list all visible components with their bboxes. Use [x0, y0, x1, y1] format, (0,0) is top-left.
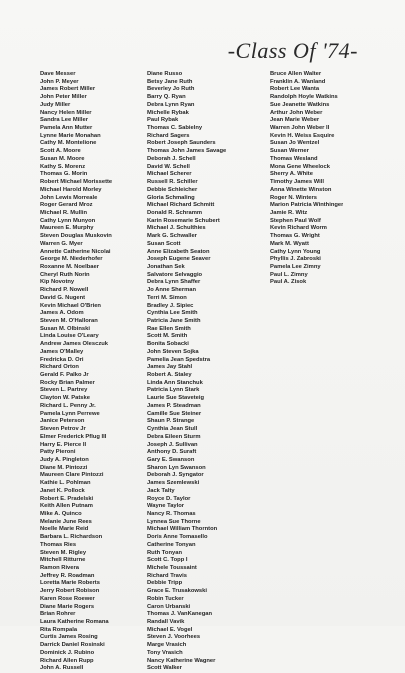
graduate-name: Barbara L. Richardson	[40, 534, 103, 541]
graduate-name: Patty Pieroni	[40, 449, 76, 456]
graduate-name: Catherine Tonyan	[147, 541, 196, 548]
graduate-name: Patricia Jane Smith	[147, 318, 201, 324]
graduate-name: Ruth Tonyan	[147, 549, 182, 556]
graduate-name: Lynne Marie Monahan	[40, 132, 101, 139]
graduate-name: Anthony D. Suraft	[147, 449, 197, 456]
graduate-name: Nancy Katherine Wagner	[147, 657, 216, 664]
graduate-name: Debra Eileen Sturm	[147, 433, 201, 440]
graduate-name: Maureen Clare Pintozzi	[40, 472, 104, 479]
graduate-name: Linda Louise O'Leary	[40, 333, 99, 340]
graduate-name: Scott C. Topp I	[147, 557, 188, 564]
graduate-name: Richard Allen Rupp	[40, 657, 94, 664]
graduate-name: Scott M. Smith	[147, 333, 188, 340]
graduate-name: Robin Tucker	[147, 595, 184, 602]
graduate-name: Steven M. O'Halloran	[40, 318, 98, 324]
graduate-name: Franklin A. Wanland	[270, 78, 326, 85]
name-column-3	[270, 71, 343, 287]
graduate-name: Steven Petrov Jr	[40, 426, 86, 433]
graduate-name: Timothy James Will	[270, 179, 324, 186]
graduate-name: James O'Malley	[40, 348, 84, 355]
graduate-name: Paul A. Zisok	[270, 279, 307, 286]
graduate-name: Pamela Ann Mutter	[40, 125, 93, 132]
graduate-name: Sue Jeanette Watkins	[270, 101, 330, 108]
graduate-name: Debbie Schleicher	[147, 186, 198, 193]
graduate-name: Richard Orton	[40, 364, 79, 371]
graduate-name: Grace E. Trusakowski	[147, 588, 207, 595]
graduate-name: Jerry Robert Robison	[40, 588, 100, 595]
graduate-name: Mike A. Quinco	[40, 510, 82, 517]
graduate-name: Richard Sagers	[147, 132, 190, 139]
graduate-name: Randall Vavik	[147, 619, 185, 626]
graduate-name: Karin Rosemarie Schubert	[147, 217, 220, 224]
graduate-name: Loretta Marie Roberts	[40, 580, 100, 587]
graduate-name: James Robert Miller	[40, 86, 96, 93]
graduate-name: Laura Katherine Romana	[40, 619, 109, 626]
graduate-name: Mona Gene Wheelock	[270, 163, 330, 170]
graduate-name: Susan Werner	[270, 148, 309, 155]
graduate-name: Rocky Brian Palmer	[40, 379, 95, 386]
graduate-name: Curtis James Rosing	[40, 634, 98, 641]
graduate-name: Marge Vrasich	[147, 642, 187, 649]
graduate-name: Sandra Lee Miller	[40, 117, 89, 124]
graduate-name: Debbie Tripp	[147, 580, 183, 587]
graduate-name: Anne Elizabeth Seaton	[147, 248, 210, 255]
graduate-name: Terri M. Simon	[147, 294, 187, 301]
graduate-name: Roxanne M. Noelbaer	[40, 263, 99, 270]
graduate-name: Susan M. Moore	[40, 155, 85, 162]
graduate-name: Michael J. Schulthies	[147, 225, 206, 232]
graduate-name: John Steven Sojka	[147, 348, 199, 355]
graduate-name: Cathy M. Montelione	[40, 140, 97, 147]
graduate-name: Brian Rohrer	[40, 611, 76, 618]
graduate-name: Steven M. Rigley	[40, 549, 87, 556]
graduate-name: Elmer Frederick Pflug III	[40, 433, 107, 440]
graduate-name: Arthur John Weber	[270, 109, 323, 116]
graduate-name: James P. Steadman	[147, 402, 201, 409]
graduate-name: Deborah J. Syngator	[147, 472, 204, 479]
graduate-name: Thomas Wesland	[270, 155, 318, 162]
graduate-name: Harry E. Pierce II	[40, 441, 87, 448]
graduate-name: John A. Russell	[40, 665, 84, 672]
graduate-name: Judy A. Pingleton	[40, 456, 89, 463]
graduate-name: Richard L. Penny Jr.	[40, 402, 96, 409]
graduate-name: Michele Toussaint	[147, 565, 197, 571]
graduate-name: Michael Scherer	[147, 171, 192, 178]
graduate-name: Royce D. Taylor	[147, 495, 191, 502]
graduate-name: Cathy Lynn Young	[270, 248, 321, 255]
graduate-name: Roger N. Winters	[270, 194, 317, 201]
graduate-name: Karen Rose Roewer	[40, 595, 95, 602]
graduate-name: Wayne Taylor	[147, 503, 185, 510]
graduate-name: Susan Jo Wentzel	[270, 140, 320, 147]
graduate-name: Rita Rompala	[40, 626, 78, 633]
graduate-name: Pamela Lee Zimny	[270, 263, 321, 270]
graduate-name: Darrick Daniel Rosinski	[40, 642, 105, 649]
graduate-name: Janice Peterson	[40, 418, 85, 425]
graduate-name: Michael Richard Schmitt	[147, 202, 215, 209]
graduate-name: Thomas G. Morin	[40, 171, 88, 178]
graduate-name: Andrew James Olesczuk	[40, 341, 108, 348]
graduate-name: Michael Harold Morley	[40, 186, 102, 193]
graduate-name: Pamela Lynn Perrewe	[40, 410, 100, 417]
graduate-name: Steven J. Voorhees	[147, 634, 201, 641]
graduate-name: Lynnea Sue Thorne	[147, 518, 201, 525]
graduate-name: Sherry A. White	[270, 171, 313, 178]
graduate-name: Melanie June Rees	[40, 518, 92, 525]
graduate-name: Diane M. Pintozzi	[40, 464, 88, 471]
graduate-name: Nancy Helen Miller	[40, 109, 92, 116]
graduate-name: Kevin Richard Worm	[270, 225, 327, 232]
graduate-name: Clayton W. Patske	[40, 395, 90, 402]
graduate-name: Joseph J. Sullivan	[147, 441, 198, 448]
graduate-name: Russell R. Schiller	[147, 179, 198, 186]
graduate-name: Scott Walker	[147, 665, 182, 672]
graduate-name: Jean Marie Weber	[270, 117, 320, 124]
graduate-name: Robert Joseph Saunders	[147, 140, 216, 147]
graduate-name: Warren G. Myer	[40, 240, 83, 247]
graduate-name: Kevin H. Weiss Esquire	[270, 132, 335, 139]
graduate-name: Cynthia Lee Smith	[147, 310, 198, 317]
graduate-name: Barry Q. Ryan	[147, 94, 186, 101]
graduate-name: Kathy S. Morenz	[40, 163, 86, 170]
graduate-name: Judy Miller	[40, 101, 71, 108]
graduate-name: Gerald F. Palko Jr	[40, 372, 89, 379]
graduate-name: Debra Lynn Ryan	[147, 101, 195, 108]
graduate-name: Roger Gerard Mroz	[40, 202, 93, 209]
graduate-name: Susan Scott	[147, 240, 181, 247]
graduate-name: Camille Sue Steiner	[147, 410, 202, 417]
graduate-name: Dominick J. Rubino	[40, 649, 95, 656]
graduate-name: Michael E. Vogel	[147, 626, 193, 633]
graduate-name: Patricia Lynn Stark	[147, 387, 200, 394]
graduate-name: Anna Winette Winston	[270, 186, 332, 193]
graduate-name: Paul L. Zimny	[270, 271, 308, 278]
graduate-name: Robert Michael Morissette	[40, 179, 113, 186]
graduate-name: Bruce Allen Walter	[270, 71, 322, 77]
graduate-name: Betsy Jane Ruth	[147, 78, 193, 85]
graduate-name: Robert E. Pradelski	[40, 495, 94, 502]
graduate-name: Ramon Rivera	[40, 565, 79, 571]
graduate-name: Noelle Marie Reid	[40, 526, 89, 533]
graduate-name: Deborah J. Schell	[147, 155, 196, 162]
graduate-name: George M. Niederhofer	[40, 256, 103, 263]
graduate-name: James Szemlewski	[147, 480, 200, 487]
graduate-name: Steven L. Partrey	[40, 387, 88, 394]
graduate-name: Laurie Sue Staveteig	[147, 395, 205, 402]
graduate-name: Caron Urbanski	[147, 603, 191, 610]
graduate-name: Thomas G. Wright	[270, 233, 320, 240]
graduate-name: Mark M. Wyatt	[270, 240, 309, 247]
graduate-name: Jeffrey R. Roadman	[40, 572, 95, 579]
graduate-name: Donald R. Schramm	[147, 209, 203, 216]
graduate-name: Mark G. Schwaller	[147, 233, 197, 240]
graduate-name: Gary E. Swanson	[147, 456, 195, 463]
graduate-name: Warren John Weber II	[270, 125, 330, 132]
graduate-name: Jamie R. Witz	[270, 209, 308, 216]
graduate-name: Linda Ann Stanchuk	[147, 379, 203, 386]
graduate-name: Michelle Rybak	[147, 109, 189, 116]
graduate-name: Kip Novotny	[40, 279, 75, 286]
graduate-name: Sharon Lyn Swanson	[147, 464, 206, 471]
graduate-name: Keith Allen Putnam	[40, 503, 93, 510]
graduate-name: Janet K. Pollock	[40, 487, 85, 494]
graduate-name: Thomas C. Sabielny	[147, 125, 203, 132]
graduate-name: Nancy R. Thomas	[147, 510, 196, 517]
graduate-name: Mitchell Ritturne	[40, 557, 86, 564]
graduate-name: Rae Ellen Smith	[147, 325, 191, 332]
graduate-name: Scott A. Moore	[40, 148, 81, 155]
graduate-name: Kevin Michael O'Brien	[40, 302, 101, 309]
graduate-name: John P. Meyer	[40, 78, 79, 85]
graduate-name: Richard P. Nowell	[40, 287, 89, 294]
graduate-name: Gloria Schmaling	[147, 194, 195, 201]
graduate-name: Robert A. Staley	[147, 372, 192, 379]
graduate-name: Jack Talty	[147, 487, 175, 494]
graduate-name: Maureen E. Murphy	[40, 225, 94, 232]
page-title: -Class Of '74-	[227, 38, 358, 63]
graduate-name: Dave Messer	[40, 71, 76, 77]
graduate-name: Richard Travis	[147, 572, 187, 579]
graduate-name: Marion Patricia Winthinger	[270, 202, 344, 209]
graduate-name: Phyllis J. Zabroski	[270, 256, 321, 263]
graduate-name: Doris Anne Tomasello	[147, 534, 208, 541]
name-column-1	[40, 71, 112, 673]
graduate-name: John Lewis Morreale	[40, 194, 98, 201]
graduate-name: Jonathan Sek	[147, 263, 185, 270]
graduate-name: Robert Lee Wanta	[270, 86, 320, 93]
graduate-name: Joseph Eugene Seaver	[147, 256, 211, 263]
graduate-name: David G. Nugent	[40, 294, 86, 301]
graduate-name: Thomas Ries	[40, 541, 77, 548]
graduate-name: John Peter Miller	[40, 94, 87, 101]
graduate-name: Stephen Paul Wolf	[270, 217, 321, 224]
graduate-name: David W. Schell	[147, 163, 190, 170]
graduate-name: Michael R. Mullin	[40, 209, 88, 216]
graduate-name: Kathie L. Pohlman	[40, 480, 91, 487]
graduate-name: Beverley Jo Ruth	[147, 86, 195, 93]
graduate-name: Steven Douglas Muskovin	[40, 233, 112, 240]
graduate-name: Michael William Thornton	[147, 526, 218, 533]
graduate-name: Susan M. Olbinski	[40, 325, 90, 332]
graduate-name: Cheryl Ruth Norin	[40, 271, 90, 278]
graduate-name: Salvatore Selvaggio	[147, 271, 203, 278]
graduate-name: James A. Odom	[40, 310, 84, 317]
graduate-name: Bradley J. Sipiec	[147, 302, 194, 309]
graduate-name: Shaun P. Strange	[147, 418, 195, 425]
graduate-name: Pamelia Jean Spedstra	[147, 356, 211, 363]
graduate-name: Jo Anne Sherman	[147, 287, 197, 294]
graduate-name: Diane Marie Rogers	[40, 603, 95, 610]
graduate-name: Bonita Sobacki	[147, 341, 189, 348]
graduate-name: Randolph Hoyle Watkins	[270, 94, 338, 101]
graduate-name: Fredricka D. Ori	[40, 356, 84, 363]
graduate-name: James Jay Stahl	[147, 364, 193, 371]
graduate-name: Thomas J. VanKanegan	[147, 611, 213, 618]
name-column-2	[147, 71, 226, 673]
graduate-name: Cathy Lynn Munyon	[40, 217, 96, 224]
graduate-name: Tony Vrasich	[147, 649, 183, 656]
graduate-name: Annette Catherine Nicolai	[40, 248, 111, 255]
graduate-name: Debra Lynn Shaffer	[147, 279, 201, 286]
graduate-name: Cynthia Jean Stull	[147, 426, 198, 433]
graduate-name: Diane Russo	[147, 71, 183, 77]
graduate-name: Paul Rybak	[147, 117, 179, 124]
graduate-name: Thomas John James Savage	[147, 148, 227, 155]
